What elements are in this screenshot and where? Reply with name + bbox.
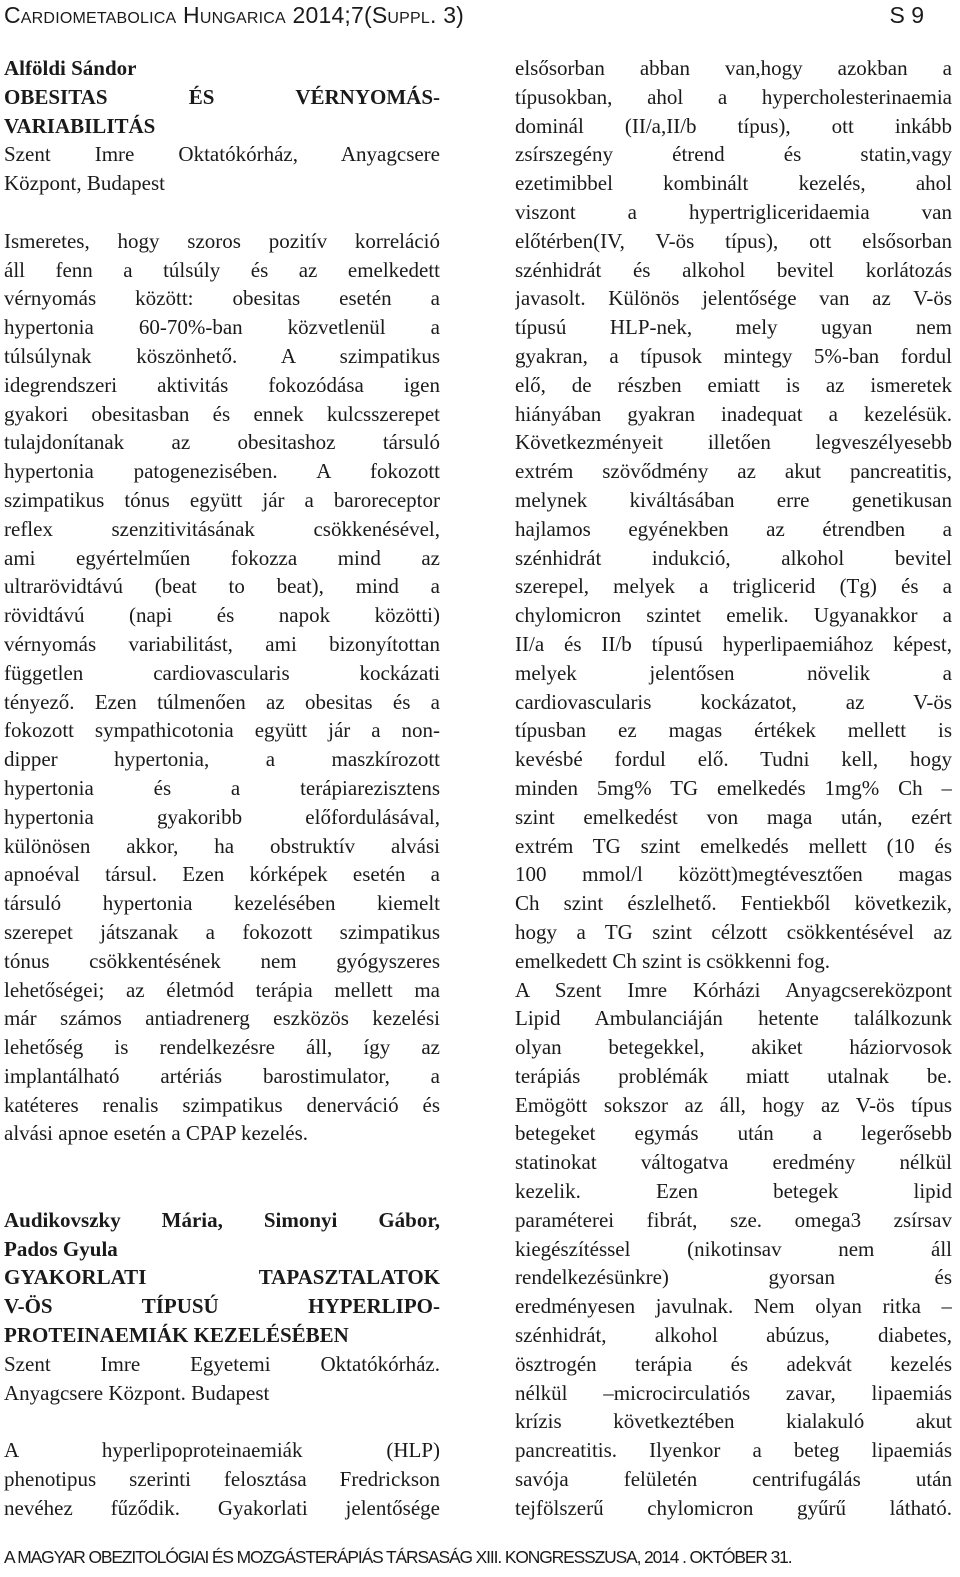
body-line: eredményesen javulnak. Nem olyan ritka – — [515, 1294, 952, 1319]
body-line: savója felületén centrifugálás után — [515, 1467, 952, 1492]
body-line: idegrendszeri aktivitás fokozódása igen — [4, 372, 440, 397]
body-line: viszont a hypertrigliceridaemia van — [515, 199, 952, 224]
body-line: reflex szenzitivitásának csökkenésével, — [4, 516, 440, 541]
body-line: javasolt. Különös jelentősége van az V-ös — [515, 286, 952, 311]
abstract2-body-start — [4, 1436, 440, 1522]
body-line: hiányában gyakran inadequat a kezelésük. — [515, 401, 952, 426]
body-line: melynek kiváltásában erre genetikusan — [515, 487, 952, 512]
body-line: ezetimibbel kombinált kezelés, ahol — [515, 171, 952, 196]
body-line: tejfölszerű chylomicron gyűrű látható. — [515, 1495, 952, 1520]
body-line: különösen akkor, ha obstruktív alvási — [4, 833, 440, 858]
abstract2-title-line: PROTEINAEMIÁK KEZELÉSÉBEN — [4, 1323, 349, 1348]
body-line: gyakori obesitasban és ennek kulcsszerepet — [4, 401, 440, 426]
body-line: rövidtávú (napi és napok közötti) — [4, 603, 440, 628]
body-line: típusban ez magas értékek mellett is — [515, 718, 952, 743]
page-number: S 9 — [889, 2, 924, 28]
body-line: krízis következtében kialakuló akut — [515, 1409, 952, 1434]
body-line: katéteres renalis szimpatikus denerváció és — [4, 1092, 440, 1117]
abstract2-affiliation-line: Anyagcsere Központ. Budapest — [4, 1380, 270, 1405]
body-line: dominál (II/a,II/b típus), ott inkább — [515, 113, 952, 138]
body-line: hajlamos egyénekben az étrendben a — [515, 516, 952, 541]
body-line: Ch szint észlelhető. Fentiekből következik, — [515, 891, 952, 916]
body-line: szerepel, melyek a triglicerid (Tg) és a — [515, 574, 952, 599]
body-line: nélkül –microcirculatiós zavar, lipaemiás — [515, 1380, 952, 1405]
body-line: paraméterei fibrát, sze. omega3 zsírsav — [515, 1207, 952, 1232]
body-line: alvási apnoe esetén a CPAP kezelés. — [4, 1121, 309, 1146]
body-line: Lipid Ambulanciáján hetente találkozunk — [515, 1006, 952, 1031]
body-line: A hyperlipoproteinaemiák (HLP) — [4, 1438, 440, 1463]
body-line: olyan betegekkel, akiket háziorvosok — [515, 1035, 952, 1060]
body-line: betegeket egymás után a legerősebb — [515, 1121, 952, 1146]
journal-citation: Cardiometabolica Hungarica 2014;7(Suppl. 3) — [4, 2, 465, 28]
body-line: független cardiovascularis kockázati — [4, 660, 440, 685]
body-line: lehetőség is rendelkezésre áll, így az — [4, 1035, 440, 1060]
body-line: szint emelkedést von maga után, ezért — [515, 804, 952, 829]
spacer — [4, 1407, 440, 1436]
body-line: hogy a TG szint célzott csökkentésével az — [515, 919, 952, 944]
abstract2-title-line: V-ÖS TÍPUSÚ HYPERLIPO- — [4, 1294, 440, 1319]
body-line: zsírszegény étrend és statin,vagy — [515, 142, 952, 167]
body-line: implantálható artériás barostimulator, a — [4, 1063, 440, 1088]
body-line: 100 mmol/l között)megtévesztően magas — [515, 862, 952, 887]
body-line: phenotipus szerinti felosztása Fredrickson — [4, 1467, 440, 1492]
abstract1-title-line: OBESITAS ÉS VÉRNYOMÁS- — [4, 84, 440, 109]
abstract2-title-line: GYAKORLATI TAPASZTALATOK — [4, 1265, 440, 1290]
body-line: dipper hypertonia, a maszkírozott — [4, 747, 440, 772]
body-line: A Szent Imre Kórházi Anyagcsereközpont — [515, 977, 952, 1002]
abstract1-affiliation-line: Központ, Budapest — [4, 171, 165, 196]
body-line: szénhidrát és alkohol bevitel korlátozás — [515, 257, 952, 282]
body-line: hypertonia gyakoribb előfordulásával, — [4, 804, 440, 829]
body-line: vérnyomás között: obesitas esetén a — [4, 286, 440, 311]
body-line: már számos antiadrenerg eszközös kezelési — [4, 1006, 440, 1031]
body-line: ami egyértelműen fokozza mind az — [4, 545, 440, 570]
running-footer: A MAGYAR OBEZITOLÓGIAI ÉS MOZGÁSTERÁPIÁS TÁRSASÁG XIII. KONGRESSZUSA, 2014 . OKTÓBER 31. — [4, 1547, 792, 1567]
running-header — [4, 0, 924, 30]
body-line: túlsúlynak köszönhető. A szimpatikus — [4, 343, 440, 368]
body-line: cardiovascularis kockázatot, az V-ös — [515, 689, 952, 714]
body-line: előtérben(IV, V-ös típus), ott elsősorban — [515, 228, 952, 253]
abstract2-author-line: Audikovszky Mária, Simonyi Gábor, — [4, 1207, 440, 1232]
body-line: Ismeretes, hogy szoros pozitív korreláció — [4, 228, 440, 253]
body-line: áll fenn a túlsúly és az emelkedett — [4, 257, 440, 282]
abstract1-author: Alföldi Sándor — [4, 56, 137, 80]
body-line: elő, de részben emiatt is az ismeretek — [515, 372, 952, 397]
body-line: ösztrogén terápia és adekvát kezelés — [515, 1351, 952, 1376]
abstract1-body — [4, 227, 440, 1149]
body-line: szerepet játszanak a fokozott szimpatikus — [4, 919, 440, 944]
body-line: chylomicron szintet emelik. Ugyanakkor a — [515, 603, 952, 628]
body-line: extrém szövődmény az akut pancreatitis, — [515, 459, 952, 484]
body-line: rendelkezésünkre) gyorsan és — [515, 1265, 952, 1290]
body-line: típusokban, ahol a hypercholesterinaemia — [515, 84, 952, 109]
body-line: típusú HLP-nek, mely ugyan nem — [515, 315, 952, 340]
body-line: gyakran, a típusok mintegy 5%-ban fordul — [515, 343, 952, 368]
body-line: hypertonia patogenezisében. A fokozott — [4, 459, 440, 484]
abstract1-affiliation-line: Szent Imre Oktatókórház, Anyagcsere — [4, 142, 440, 167]
body-line: Következményeit illetően legveszélyesebb — [515, 430, 952, 455]
body-line: minden 5mg% TG emelkedés 1mg% Ch – — [515, 775, 952, 800]
body-line: szimpatikus tónus együtt jár a baroreceptor — [4, 487, 440, 512]
body-line: ultrarövidtávú (beat to beat), mind a — [4, 574, 440, 599]
body-line: vérnyomás variabilitást, ami bizonyítottan — [4, 631, 440, 656]
body-line: apnoéval társul. Ezen kórképek esetén a — [4, 862, 440, 887]
body-line: fokozott sympathicotonia együtt jár a non- — [4, 718, 440, 743]
body-line: kiegészítéssel (nikotinsav nem áll — [515, 1236, 952, 1261]
body-line: tónus csökkentésének nem gyógyszeres — [4, 948, 440, 973]
body-line: elsősorban abban van,hogy azokban a — [515, 56, 952, 80]
body-line: tulajdonítanak az obesitashoz társuló — [4, 430, 440, 455]
left-column — [4, 54, 440, 1523]
abstract2-author-line: Pados Gyula — [4, 1236, 118, 1261]
body-line: hypertonia 60-70%-ban közvetlenül a — [4, 315, 440, 340]
body-line: kevésbé fordul elő. Tudni kell, hogy — [515, 747, 952, 772]
spacer — [4, 198, 440, 227]
body-line: emelkedett Ch szint is csökkenni fog. — [515, 948, 830, 973]
right-column — [515, 54, 952, 1523]
body-line: extrém TG szint emelkedés mellett (10 és — [515, 833, 952, 858]
body-line: tényező. Ezen túlmenően az obesitas és a — [4, 689, 440, 714]
body-line: szénhidrát, alkohol abúzus, diabetes, — [515, 1323, 952, 1348]
body-line: statinokat váltogatva eredmény nélkül — [515, 1150, 952, 1175]
body-line: nevéhez fűződik. Gyakorlati jelentősége — [4, 1495, 440, 1520]
spacer — [4, 1177, 440, 1206]
body-line: szénhidrát indukció, alkohol bevitel — [515, 545, 952, 570]
spacer — [4, 1148, 440, 1177]
body-line: lehetőségei; az életmód terápia mellett ma — [4, 977, 440, 1002]
body-line: kezelik. Ezen betegek lipid — [515, 1179, 952, 1204]
body-line: terápiás problémák miatt utalnak be. — [515, 1063, 952, 1088]
body-line: II/a és II/b típusú hyperlipaemiához képest, — [515, 631, 952, 656]
body-line: pancreatitis. Ilyenkor a beteg lipaemiás — [515, 1438, 952, 1463]
body-line: melyek jelentősen növelik a — [515, 660, 952, 685]
body-line: társuló hypertonia kezelésében kiemelt — [4, 891, 440, 916]
abstract2-affiliation-line: Szent Imre Egyetemi Oktatókórház. — [4, 1351, 440, 1376]
body-line: hypertonia és a terápiarezisztens — [4, 775, 440, 800]
body-line: Emögött sokszor az áll, hogy az V-ös típus — [515, 1092, 952, 1117]
abstract1-title-line: VARIABILITÁS — [4, 113, 156, 138]
